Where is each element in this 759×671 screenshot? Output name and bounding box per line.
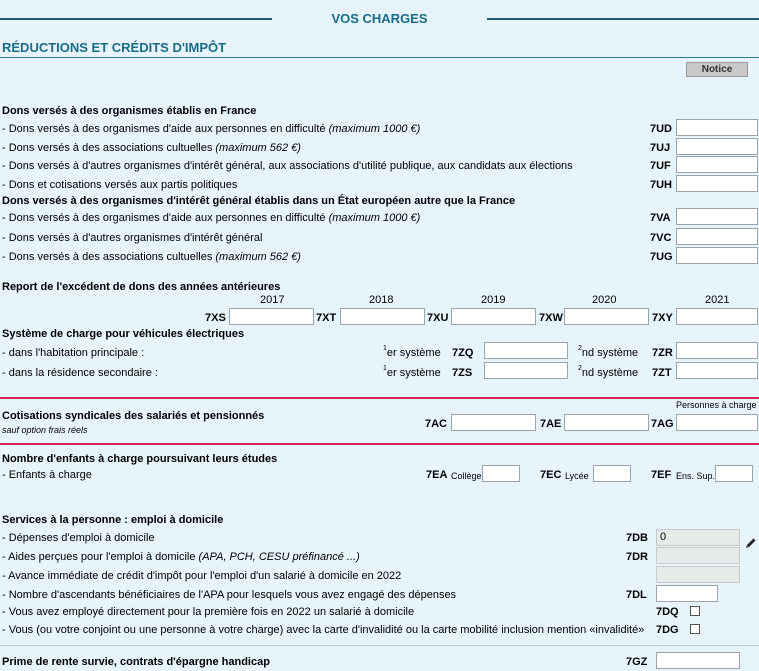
input-7xy[interactable] — [676, 308, 758, 325]
input-7gz[interactable] — [656, 652, 740, 669]
persons-label: Personnes à charge — [676, 400, 757, 410]
code-7ag: 7AG — [651, 418, 674, 430]
prime-title: Prime de rente survie, contrats d'épargne handicap — [2, 656, 270, 668]
input-7dr[interactable] — [656, 547, 740, 564]
services-row-label: - Vous avez employé directement pour la première fois en 2022 un salarié à domicile — [2, 606, 415, 618]
input-7xs[interactable] — [229, 308, 314, 325]
dons-france-row-label: - Dons et cotisations versés aux partis politiques — [2, 179, 238, 191]
separator — [0, 645, 759, 646]
college-label: Collège — [451, 471, 482, 481]
dons-europe-row-label: - Dons versés à des organismes d'aide aux personnes en difficulté (maximum 1000 €) — [2, 212, 421, 224]
code-7xy: 7XY — [652, 312, 673, 324]
first-system-label: $^1$er système — [383, 345, 441, 359]
code-7vc: 7VC — [650, 232, 672, 244]
input-7zr[interactable] — [676, 342, 758, 359]
vehicules-row-label: - dans la résidence secondaire : — [2, 367, 158, 379]
code-7zs: 7ZS — [452, 367, 473, 379]
services-row-label: - Avance immédiate de crédit d'impôt pour l'emploi d'un salarié à domicile en 2022 — [2, 570, 402, 582]
checkbox-7dg[interactable] — [690, 624, 700, 634]
services-row-label: - Vous (ou votre conjoint ou une personne à votre charge) avec la carte d'invalidité ou la carte mobilité inclusion mention «invalidité» — [2, 624, 645, 636]
ens-sup-label: Ens. Sup. — [676, 471, 716, 481]
code-7xt: 7XT — [316, 312, 337, 324]
code-7xw: 7XW — [539, 312, 563, 324]
input-7ef[interactable] — [715, 465, 753, 482]
page-title: VOS CHARGES — [331, 11, 428, 26]
code-7zq: 7ZQ — [452, 347, 474, 359]
code-7ug: 7UG — [650, 251, 673, 263]
report-year: 2019 — [481, 294, 506, 306]
input-7ea[interactable] — [482, 465, 520, 482]
report-year: 2020 — [592, 294, 617, 306]
notice-button[interactable]: Notice — [686, 62, 748, 77]
code-7uh: 7UH — [650, 179, 673, 191]
code-7zt: 7ZT — [652, 367, 672, 379]
dons-france-title: Dons versés à des organismes établis en France — [2, 105, 257, 117]
input-7ec[interactable] — [593, 465, 631, 482]
input-7xu[interactable] — [451, 308, 536, 325]
code-7dg: 7DG — [656, 624, 679, 636]
code-7ud: 7UD — [650, 123, 673, 135]
services-title: Services à la personne : emploi à domicile — [2, 514, 224, 526]
input-7uh[interactable] — [676, 175, 758, 192]
code-7dq: 7DQ — [656, 606, 679, 618]
code-7va: 7VA — [650, 212, 671, 224]
input-7dl[interactable] — [656, 585, 718, 602]
code-7ec: 7EC — [540, 469, 562, 481]
code-7dl: 7DL — [626, 589, 647, 601]
code-7gz: 7GZ — [626, 656, 648, 668]
separator — [0, 443, 759, 445]
code-7xu: 7XU — [427, 312, 449, 324]
dons-europe-title: Dons versés à des organismes d'intérêt général établis dans un État européen autre que la France — [2, 195, 516, 207]
checkbox-7dq[interactable] — [690, 606, 700, 616]
input-7ae[interactable] — [564, 414, 649, 431]
section-title: RÉDUCTIONS ET CRÉDITS D'IMPÔT — [2, 40, 227, 55]
report-year: 2018 — [369, 294, 394, 306]
report-year: 2017 — [260, 294, 285, 306]
code-7zr: 7ZR — [652, 347, 673, 359]
input-7xt[interactable] — [340, 308, 425, 325]
input-7db[interactable]: 0 — [656, 529, 740, 546]
code-7ef: 7EF — [651, 469, 672, 481]
code-7ac: 7AC — [425, 418, 448, 430]
code-7ea: 7EA — [426, 469, 448, 481]
second-system-label: $^2$nd système — [578, 345, 639, 359]
code-7db: 7DB — [626, 532, 649, 544]
code-7dr: 7DR — [626, 551, 649, 563]
lycee-label: Lycée — [565, 471, 589, 481]
input-7ac[interactable] — [451, 414, 536, 431]
input-7xw[interactable] — [564, 308, 649, 325]
services-row-label: - Aides perçues pour l'emploi à domicile (APA, PCH, CESU préfinancé ...) — [2, 551, 360, 563]
vehicules-row-label: - dans l'habitation principale : — [2, 347, 145, 359]
input-7ud[interactable] — [676, 119, 758, 136]
cotisations-subtitle: sauf option frais réels — [2, 425, 88, 435]
code-7xs: 7XS — [205, 312, 226, 324]
input-7zq[interactable] — [484, 342, 568, 359]
code-7ae: 7AE — [540, 418, 562, 430]
vehicules-title: Système de charge pour véhicules électriques — [2, 328, 245, 340]
report-year: 2021 — [705, 294, 730, 306]
input-7vc[interactable] — [676, 228, 758, 245]
section-underline — [0, 57, 759, 58]
separator — [0, 397, 759, 399]
code-7uj: 7UJ — [650, 142, 671, 154]
input-7uj[interactable] — [676, 138, 758, 155]
dons-europe-row-label: - Dons versés à des associations cultuelles (maximum 562 €) — [2, 251, 301, 263]
dons-france-row-label: - Dons versés à des organismes d'aide aux personnes en difficulté (maximum 1000 €) — [2, 123, 421, 135]
enfants-title: Nombre d'enfants à charge poursuivant leurs études — [2, 453, 278, 465]
input-7ug[interactable] — [676, 247, 758, 264]
input-avance-immediate[interactable] — [656, 566, 740, 583]
pencil-icon[interactable] — [745, 537, 757, 549]
input-7zs[interactable] — [484, 362, 568, 379]
second-system-label: $^2$nd système — [578, 365, 639, 379]
dons-europe-row-label: - Dons versés à d'autres organismes d'intérêt général — [2, 232, 263, 244]
enfants-row-label: - Enfants à charge — [2, 469, 92, 481]
first-system-label: $^1$er système — [383, 365, 441, 379]
code-7uf: 7UF — [650, 160, 671, 172]
input-7zt[interactable] — [676, 362, 758, 379]
services-row-label: - Dépenses d'emploi à domicile — [2, 532, 155, 544]
services-row-label: - Nombre d'ascendants bénéficiaires de l'APA pour lesquels vous avez engagé des dépenses — [2, 589, 457, 601]
input-7va[interactable] — [676, 208, 758, 225]
cotisations-title: Cotisations syndicales des salariés et pensionnés — [2, 410, 265, 422]
dons-france-row-label: - Dons versés à d'autres organismes d'intérêt général, aux associations d'utilité publique, aux candidats aux élections — [2, 160, 573, 172]
dons-france-row-label: - Dons versés à des associations cultuelles (maximum 562 €) — [2, 142, 301, 154]
report-title: Report de l'excédent de dons des années antérieures — [2, 281, 281, 293]
input-7ag[interactable] — [676, 414, 758, 431]
input-7uf[interactable] — [676, 156, 758, 173]
